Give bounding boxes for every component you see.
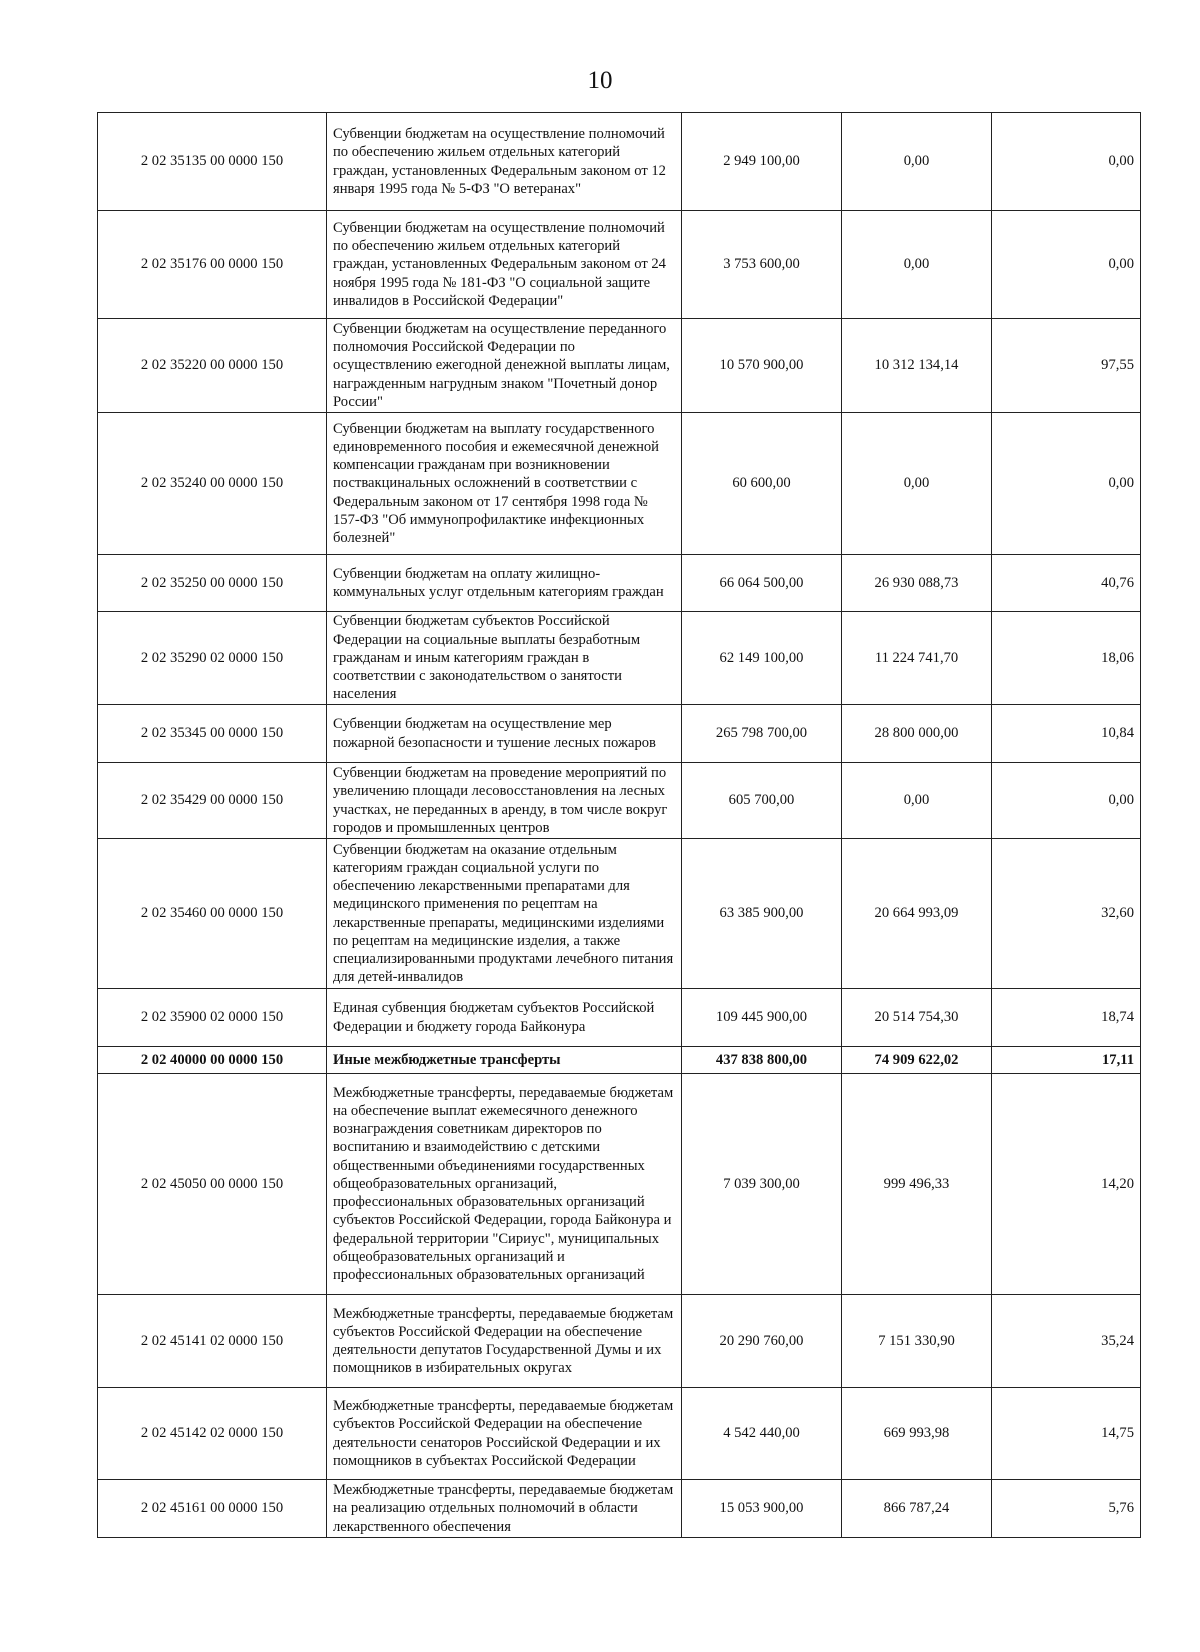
actual-amount-cell: 0,00 — [842, 763, 992, 839]
table-row — [98, 413, 1141, 555]
page-number: 10 — [587, 67, 613, 94]
budget-code-cell: 2 02 35176 00 0000 150 — [98, 211, 327, 319]
budget-code-cell: 2 02 35429 00 0000 150 — [98, 763, 327, 839]
actual-amount-cell: 28 800 000,00 — [842, 705, 992, 763]
plan-amount-cell: 265 798 700,00 — [682, 705, 842, 763]
table-row — [98, 612, 1141, 705]
actual-amount-cell: 866 787,24 — [842, 1480, 992, 1538]
description-cell: Межбюджетные трансферты, передаваемые бюджетам субъектов Российской Федерации на обеспечение деятельности сенаторов Российской Федерации и их помощников в субъектах Российской Федерации — [327, 1388, 682, 1480]
plan-amount-cell: 60 600,00 — [682, 413, 842, 555]
budget-code-cell: 2 02 35135 00 0000 150 — [98, 113, 327, 211]
budget-code-cell: 2 02 35460 00 0000 150 — [98, 839, 327, 989]
table-row — [98, 555, 1141, 612]
budget-code-cell: 2 02 40000 00 0000 150 — [98, 1047, 327, 1074]
plan-amount-cell: 63 385 900,00 — [682, 839, 842, 989]
budget-code-cell: 2 02 45161 00 0000 150 — [98, 1480, 327, 1538]
budget-table — [97, 112, 1141, 1538]
description-cell: Межбюджетные трансферты, передаваемые бюджетам субъектов Российской Федерации на обеспечение деятельности депутатов Государственной Думы и их помощников в избирательных округах — [327, 1295, 682, 1388]
description-cell: Иные межбюджетные трансферты — [327, 1047, 682, 1074]
actual-amount-cell: 0,00 — [842, 113, 992, 211]
plan-amount-cell: 4 542 440,00 — [682, 1388, 842, 1480]
plan-amount-cell: 66 064 500,00 — [682, 555, 842, 612]
plan-amount-cell: 109 445 900,00 — [682, 989, 842, 1047]
budget-code-cell: 2 02 35290 02 0000 150 — [98, 612, 327, 705]
table-row — [98, 211, 1141, 319]
description-cell: Межбюджетные трансферты, передаваемые бюджетам на реализацию отдельных полномочий в области лекарственного обеспечения — [327, 1480, 682, 1538]
actual-amount-cell: 999 496,33 — [842, 1074, 992, 1295]
execution-percent-cell: 10,84 — [992, 705, 1141, 763]
table-row — [98, 989, 1141, 1047]
plan-amount-cell: 437 838 800,00 — [682, 1047, 842, 1074]
execution-percent-cell: 40,76 — [992, 555, 1141, 612]
description-cell: Субвенции бюджетам на осуществление переданного полномочия Российской Федерации по осуществлению ежегодной денежной выплаты лицам, награжденным нагрудным знаком "Почетный донор России" — [327, 319, 682, 413]
execution-percent-cell: 14,75 — [992, 1388, 1141, 1480]
execution-percent-cell: 0,00 — [992, 113, 1141, 211]
execution-percent-cell: 0,00 — [992, 763, 1141, 839]
execution-percent-cell: 35,24 — [992, 1295, 1141, 1388]
budget-table-body — [98, 113, 1141, 1538]
table-row — [98, 113, 1141, 211]
execution-percent-cell: 97,55 — [992, 319, 1141, 413]
description-cell: Субвенции бюджетам на проведение мероприятий по увеличению площади лесовосстановления на лесных участках, не переданных в аренду, в том числе вокруг городов и промышленных центров — [327, 763, 682, 839]
plan-amount-cell: 605 700,00 — [682, 763, 842, 839]
actual-amount-cell: 0,00 — [842, 211, 992, 319]
plan-amount-cell: 7 039 300,00 — [682, 1074, 842, 1295]
plan-amount-cell: 62 149 100,00 — [682, 612, 842, 705]
table-row — [98, 1388, 1141, 1480]
execution-percent-cell: 18,06 — [992, 612, 1141, 705]
budget-code-cell: 2 02 45141 02 0000 150 — [98, 1295, 327, 1388]
actual-amount-cell: 26 930 088,73 — [842, 555, 992, 612]
plan-amount-cell: 10 570 900,00 — [682, 319, 842, 413]
table-row — [98, 763, 1141, 839]
execution-percent-cell: 0,00 — [992, 413, 1141, 555]
execution-percent-cell: 17,11 — [992, 1047, 1141, 1074]
execution-percent-cell: 0,00 — [992, 211, 1141, 319]
table-row — [98, 705, 1141, 763]
execution-percent-cell: 18,74 — [992, 989, 1141, 1047]
description-cell: Субвенции бюджетам на осуществление полномочий по обеспечению жильем отдельных категорий граждан, установленных Федеральным законом от 12 января 1995 года № 5-ФЗ "О ветеранах" — [327, 113, 682, 211]
actual-amount-cell: 0,00 — [842, 413, 992, 555]
table-row — [98, 839, 1141, 989]
description-cell: Межбюджетные трансферты, передаваемые бюджетам на обеспечение выплат ежемесячного денежного вознаграждения советникам директоров по воспитанию и взаимодействию с детскими общественными объединениями государственных общеобразовательных организаций, профессиональных образовательных организаций субъектов Российской Федерации, города Байконура и федеральной территории "Сириус", муниципальных общеобразовательных организаций и профессиональных образовательных организаций — [327, 1074, 682, 1295]
table-row — [98, 319, 1141, 413]
actual-amount-cell: 7 151 330,90 — [842, 1295, 992, 1388]
actual-amount-cell: 74 909 622,02 — [842, 1047, 992, 1074]
plan-amount-cell: 15 053 900,00 — [682, 1480, 842, 1538]
budget-code-cell: 2 02 35250 00 0000 150 — [98, 555, 327, 612]
description-cell: Субвенции бюджетам на осуществление мер пожарной безопасности и тушение лесных пожаров — [327, 705, 682, 763]
description-cell: Субвенции бюджетам субъектов Российской Федерации на социальные выплаты безработным гражданам и иным категориям граждан в соответствии с законодательством о занятости населения — [327, 612, 682, 705]
table-row — [98, 1295, 1141, 1388]
table-row — [98, 1480, 1141, 1538]
budget-code-cell: 2 02 35240 00 0000 150 — [98, 413, 327, 555]
budget-code-cell: 2 02 45142 02 0000 150 — [98, 1388, 327, 1480]
budget-code-cell: 2 02 35900 02 0000 150 — [98, 989, 327, 1047]
table-row — [98, 1074, 1141, 1295]
description-cell: Субвенции бюджетам на оплату жилищно-коммунальных услуг отдельным категориям граждан — [327, 555, 682, 612]
budget-code-cell: 2 02 35345 00 0000 150 — [98, 705, 327, 763]
description-cell: Субвенции бюджетам на осуществление полномочий по обеспечению жильем отдельных категорий граждан, установленных Федеральным законом от 24 ноября 1995 года № 181-ФЗ "О социальной защите инвалидов в Российской Федерации" — [327, 211, 682, 319]
execution-percent-cell: 14,20 — [992, 1074, 1141, 1295]
actual-amount-cell: 20 514 754,30 — [842, 989, 992, 1047]
actual-amount-cell: 11 224 741,70 — [842, 612, 992, 705]
execution-percent-cell: 5,76 — [992, 1480, 1141, 1538]
actual-amount-cell: 20 664 993,09 — [842, 839, 992, 989]
plan-amount-cell: 3 753 600,00 — [682, 211, 842, 319]
description-cell: Субвенции бюджетам на выплату государственного единовременного пособия и ежемесячной денежной компенсации гражданам при возникновении поствакцинальных осложнений в соответствии с Федеральным законом от 17 сентября 1998 года № 157-ФЗ "Об иммунопрофилактике инфекционных болезней" — [327, 413, 682, 555]
description-cell: Единая субвенция бюджетам субъектов Российской Федерации и бюджету города Байконура — [327, 989, 682, 1047]
plan-amount-cell: 2 949 100,00 — [682, 113, 842, 211]
table-row-subtotal — [98, 1047, 1141, 1074]
execution-percent-cell: 32,60 — [992, 839, 1141, 989]
plan-amount-cell: 20 290 760,00 — [682, 1295, 842, 1388]
actual-amount-cell: 10 312 134,14 — [842, 319, 992, 413]
description-cell: Субвенции бюджетам на оказание отдельным категориям граждан социальной услуги по обеспечению лекарственными препаратами для медицинского применения по рецептам на лекарственные препараты, медицинскими изделиями по рецептам на медицинские изделия, а также специализированными продуктами лечебного питания для детей-инвалидов — [327, 839, 682, 989]
budget-code-cell: 2 02 45050 00 0000 150 — [98, 1074, 327, 1295]
budget-code-cell: 2 02 35220 00 0000 150 — [98, 319, 327, 413]
actual-amount-cell: 669 993,98 — [842, 1388, 992, 1480]
